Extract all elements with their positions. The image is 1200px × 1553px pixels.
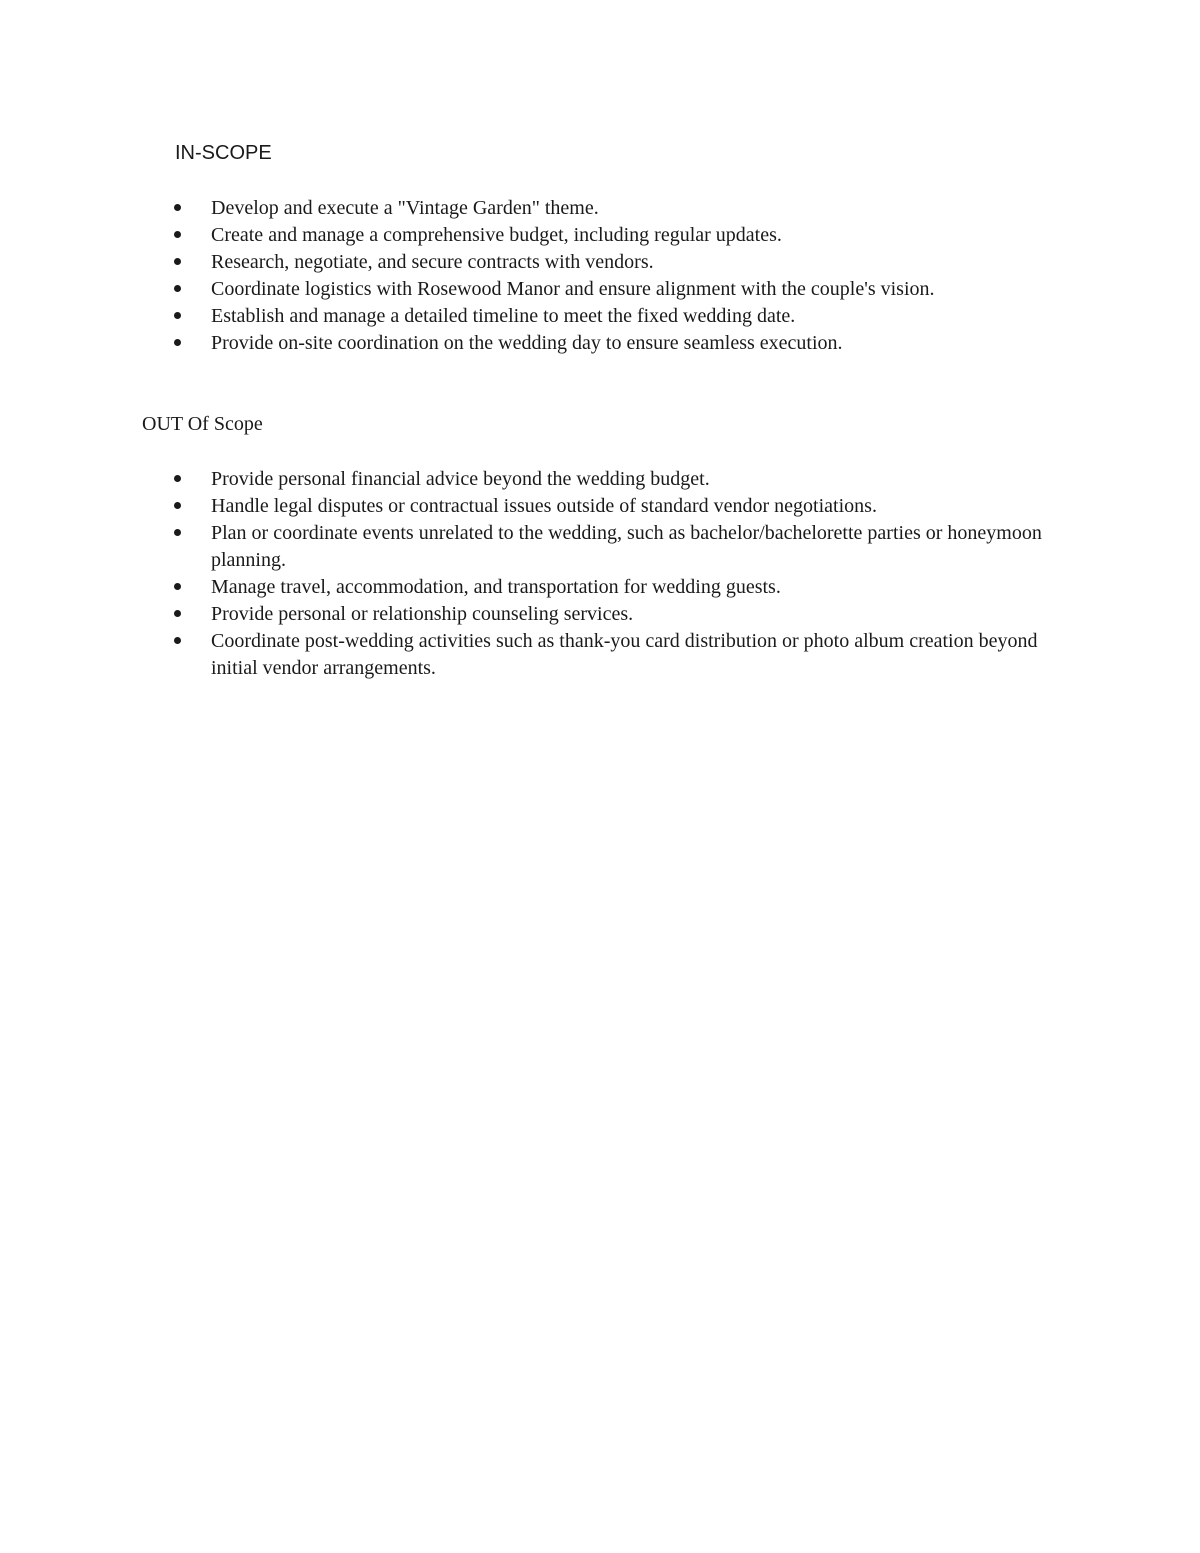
list-item-text: Provide on-site coordination on the wedding day to ensure seamless execution. <box>211 332 843 354</box>
list-item <box>0 493 1061 520</box>
list-item <box>0 249 1061 276</box>
list-item-text: Research, negotiate, and secure contracts with vendors. <box>211 251 654 273</box>
bullet-icon <box>174 574 188 601</box>
bullet-icon <box>174 222 188 249</box>
list-item <box>0 195 1061 222</box>
bullet-icon <box>174 466 188 493</box>
list-item-text: Create and manage a comprehensive budget, including regular updates. <box>211 224 782 246</box>
list-item <box>0 574 1061 601</box>
bullet-icon <box>174 520 188 547</box>
in-scope-heading: IN-SCOPE <box>175 142 272 164</box>
bullet-icon <box>174 249 188 276</box>
bullet-icon <box>174 493 188 520</box>
list-item-text: Develop and execute a "Vintage Garden" theme. <box>211 197 599 219</box>
out-of-scope-heading: OUT Of Scope <box>142 413 263 435</box>
list-item <box>0 520 1061 574</box>
bullet-icon <box>174 303 188 330</box>
list-item-text: Coordinate logistics with Rosewood Manor and ensure alignment with the couple's vision. <box>211 278 935 300</box>
list-item-text: Handle legal disputes or contractual issues outside of standard vendor negotiations. <box>211 495 877 517</box>
list-item <box>0 303 1061 330</box>
bullet-icon <box>174 195 188 222</box>
bullet-icon <box>174 276 188 303</box>
in-scope-list <box>0 195 1200 357</box>
list-item <box>0 276 1061 303</box>
list-item <box>0 222 1061 249</box>
bullet-icon <box>174 330 188 357</box>
list-item-text: Provide personal or relationship counseling services. <box>211 603 634 625</box>
list-item-text: Provide personal financial advice beyond the wedding budget. <box>211 468 710 490</box>
bullet-icon <box>174 628 188 655</box>
out-of-scope-list <box>0 466 1200 682</box>
list-item <box>0 330 1061 357</box>
list-item-text: Manage travel, accommodation, and transportation for wedding guests. <box>211 576 781 598</box>
list-item-text: Coordinate post-wedding activities such as thank-you card distribution or photo album creation beyond initial vendor arrangements. <box>211 630 1038 679</box>
list-item-text: Establish and manage a detailed timeline to meet the fixed wedding date. <box>211 305 796 327</box>
list-item-text: Plan or coordinate events unrelated to the wedding, such as bachelor/bachelorette parties or honeymoon planning. <box>211 522 1042 571</box>
list-item <box>0 466 1061 493</box>
list-item <box>0 601 1061 628</box>
bullet-icon <box>174 601 188 628</box>
list-item <box>0 628 1061 682</box>
